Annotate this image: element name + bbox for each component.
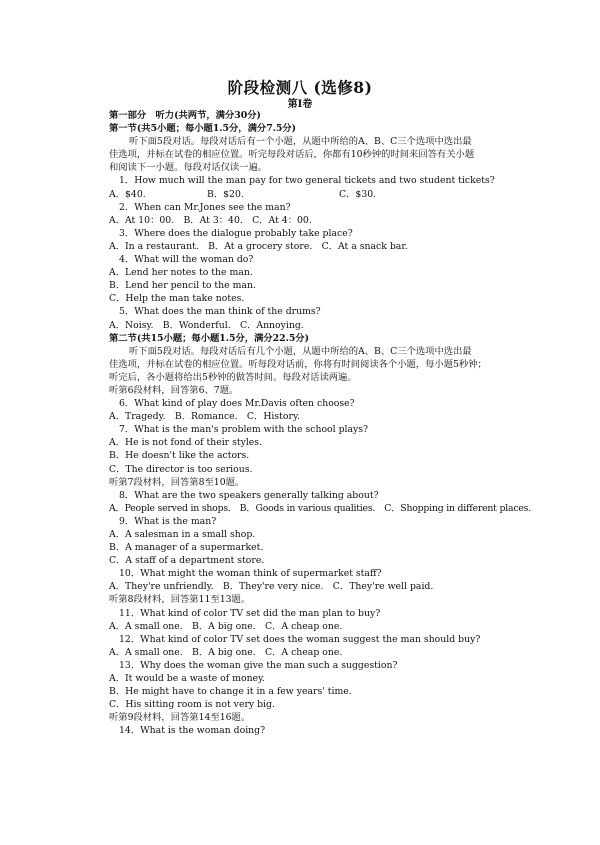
option-c: C．$30.: [339, 188, 377, 200]
question-3-options: A．In a restaurant. B．At a grocery store. C．At a snack bar.: [109, 240, 408, 252]
question-7: 7．What is the man's problem with the school plays?: [119, 424, 369, 436]
option-b: B．$20.: [207, 188, 244, 200]
option-c: C．A staff of a department store.: [109, 555, 265, 567]
question-12-options: A．A small one. B．A big one. C．A cheap one.: [109, 646, 343, 658]
question-6-options: A．Tragedy. B．Romance. C．History.: [109, 411, 300, 423]
option-a: A．It would be a waste of money.: [109, 673, 266, 685]
question-5-options: A．Noisy. B．Wonderful. C．Annoying.: [109, 319, 304, 331]
option-c: C．The director is too serious.: [109, 463, 253, 475]
section-heading: 第一节(共5小题；每小题1.5分，满分7.5分): [109, 123, 297, 135]
question-11-options: A．A small one. B．A big one. C．A cheap one.: [109, 620, 343, 632]
option-a: A．He is not fond of their styles.: [109, 437, 263, 449]
question-4: 4．What will the woman do?: [119, 254, 254, 266]
question-13: 13．Why does the woman give the man such a suggestion?: [119, 659, 398, 671]
question-11: 11．What kind of color TV set did the man plan to buy?: [119, 607, 381, 619]
question-10: 10．What might the woman think of supermarket staff?: [119, 568, 382, 580]
question-5: 5．What does the man think of the drums?: [119, 306, 321, 318]
question-8: 8．What are the two speakers generally talking about?: [119, 489, 379, 501]
question-2-options: A．At 10：00. B．At 3：40. C．At 4：00.: [109, 214, 312, 226]
option-b: B．A manager of a supermarket.: [109, 542, 264, 554]
instruction-line: 佳选项，并标在试卷的相应位置。听每段对话前，你将有时间阅读各个小题，每小题5秒钟；: [109, 358, 487, 370]
question-14: 14．What is the woman doing?: [119, 725, 266, 737]
section-heading: 第二节(共15小题；每小题1.5分，满分22.5分): [109, 332, 310, 344]
option-c: C．His sitting room is not very big.: [109, 699, 275, 711]
question-10-options: A．They're unfriendly. B．They're very nice. C．They're well paid.: [109, 581, 434, 593]
question-6: 6．What kind of play does Mr.Davis often choose?: [119, 398, 355, 410]
instruction-line: 佳选项，并标在试卷的相应位置。听完每段对话后，你都有10秒钟的时间来回答有关小题: [109, 149, 475, 161]
option-b: B．He doesn't like the actors.: [109, 450, 250, 462]
question-9: 9．What is the man?: [119, 515, 217, 527]
volume-heading: 第Ⅰ卷: [287, 99, 313, 110]
part-heading: 第一部分 听力(共两节，满分30分): [109, 110, 261, 121]
exam-body: [109, 109, 531, 738]
question-3: 3．Where does the dialogue probably take place?: [119, 227, 353, 239]
material-heading: 听第7段材料，回答第8至10题。: [109, 476, 245, 488]
option-b: B．He might have to change it in a few years' time.: [109, 686, 352, 698]
instruction-line: 听下面5段对话。每段对话后有一个小题，从题中所给的A、B、C三个选项中选出最: [129, 136, 472, 148]
option-a: A．$40.: [109, 188, 146, 200]
option-a: A．Lend her notes to the man.: [109, 267, 253, 279]
instruction-line: 和阅读下一小题。每段对话仅读一遍。: [109, 162, 268, 174]
option-c: C．Help the man take notes.: [109, 293, 245, 305]
option-b: B．Lend her pencil to the man.: [109, 280, 256, 292]
option-a: A．A salesman in a small shop.: [109, 529, 256, 540]
question-12: 12．What kind of color TV set does the woman suggest the man should buy?: [119, 633, 481, 645]
material-heading: 听第8段材料，回答第11至13题。: [109, 594, 251, 606]
instruction-line: 听完后，各小题将给出5秒钟的做答时间。每段对话读两遍。: [109, 371, 357, 383]
question-2: 2．When can Mr.Jones see the man?: [119, 201, 291, 213]
question-1: 1．How much will the man pay for two general tickets and two student tickets?: [119, 175, 495, 187]
instruction-line: 听下面5段对话。每段对话后有几个小题，从题中所给的A、B、C三个选项中选出最: [129, 345, 472, 357]
material-heading: 听第9段材料，回答第14至16题。: [109, 712, 251, 724]
question-8-options: A．People served in shops. B．Goods in various qualities. C．Shopping in different places.: [109, 502, 531, 514]
material-heading: 听第6段材料，回答第6、7题。: [109, 384, 239, 396]
question-1-options: [109, 188, 521, 201]
page-title: 阶段检测八 (选修8): [227, 78, 373, 97]
